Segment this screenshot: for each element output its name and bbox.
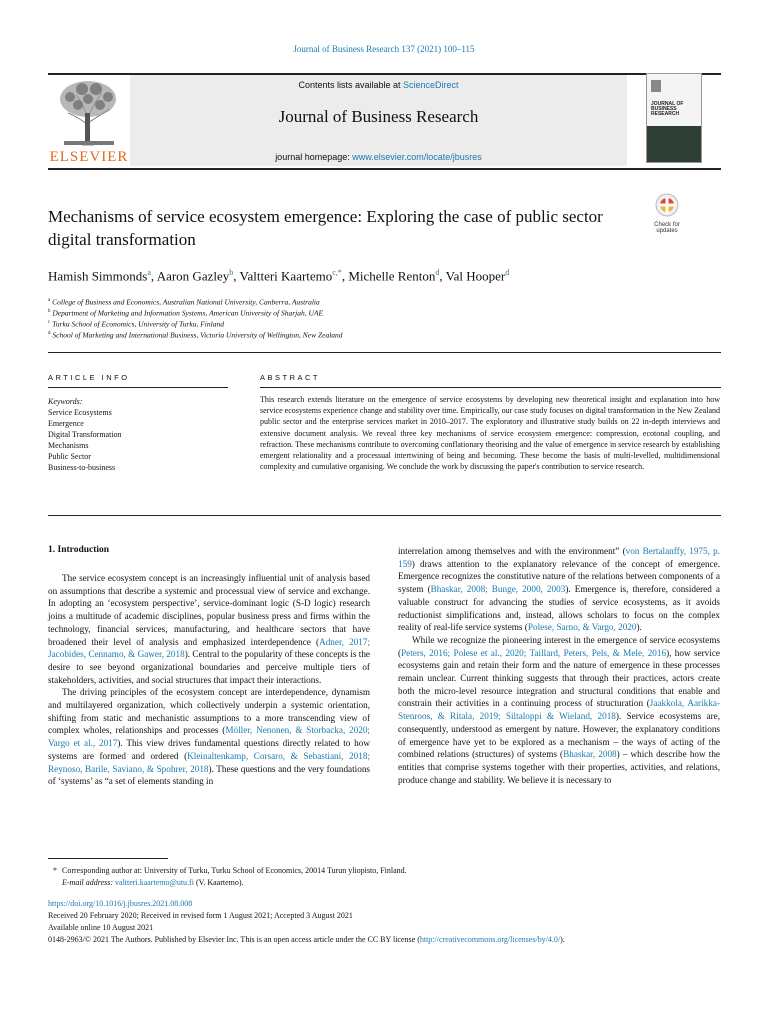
citation-link[interactable]: Adner, 2017; Jacobides, Cennamo, & Gawer, 2018 [48,636,370,660]
paragraph-text: ). These questions and the very foundations of ‘systems’ as “a set of elements standing in [48,763,370,787]
license-link[interactable]: http://creativecommons.org/licenses/by/4.0/ [419,935,561,944]
body-column-right [398,545,720,786]
article-title: Mechanisms of service ecosystem emergence: Exploring the case of public sector digital transformation [48,207,603,249]
author[interactable]: Hamish Simmonds [48,268,148,284]
elsevier-tree-icon [48,75,130,150]
abstract-heading: ABSTRACT [260,373,321,382]
header-rule [48,168,721,170]
homepage-prefix: journal homepage: [275,152,353,162]
homepage-line [130,152,627,162]
citation-link[interactable]: Bhaskar, 2008; Bunge, 2000, 2003 [430,584,566,595]
section-heading-introduction: 1. Introduction [48,545,110,555]
corresponding-text: Corresponding author at: University of Turku, Turku School of Economics, 20014 Turun yliopisto, Finland. [62,866,407,875]
citation-link[interactable]: Peters, 2016; Polese et al., 2020; Taillard, Peters, Pels, & Mele, 2016 [401,647,667,658]
affiliation-text: Department of Marketing and Information Systems, American University of Sharjah, UAE [52,308,324,318]
affiliation-text: College of Business and Economics, Australian National University, Canberra, Australia [52,297,320,307]
affiliation-mark: c [48,320,51,325]
citation-link[interactable]: Kleinaltenkamp, Corsaro, & Sebastiani, 2018; Reynoso, Barile, Saviano, & Spohrer, 2018 [48,750,370,774]
keywords-label: Keywords: [48,397,83,406]
copyright-suffix: ). [560,935,565,944]
keyword: Emergence [48,419,84,428]
affiliation [48,329,708,341]
affiliation-mark: a [48,298,51,303]
paragraph-text: The driving principles of the ecosystem concept are interdependence, dynamism and multilayered organization, which collectively underpin a systemic orientation, shifting from static and mechanistic assumptions to a more transcending view of complex wholes, relationships and processes ( [48,687,370,736]
paragraph-text: ). Service ecosystems are, consequently, understood as emergent by nature. However, the explanatory conditions of emergence have yet to be explored as a mechanism – the ways of acting of the combined relations (structures) of systems ( [398,711,721,760]
contents-line [130,80,627,90]
keyword: Business-to-business [48,463,116,472]
paragraph-text: While we recognize the pioneering interest in the emergence of service ecosystems ( [398,634,720,658]
author-affiliation-mark[interactable]: d [505,268,510,277]
check-for-updates-badge[interactable] [646,193,688,235]
keywords-block [48,396,228,473]
article-info-heading: ARTICLE INFO [48,373,130,382]
author[interactable]: Michelle Renton [348,268,436,284]
abstract-text: This research extends literature on the emergence of service ecosystems by developing new theoretical insight and explanation into how service ecosystems experience change and stability over time. Empirically, our case study focuses on digital transformation in the New Zealand public sector and the enterprise services market in 2010–2017. The exploratory and illustrative study builds on 22 in-depth interviews and extensive document analysis. We reveal three key mechanisms of service ecosystem emergence: compression, ecotonal coupling, and refraction. These mechanisms contribute to overcoming conflationary theorising and the value of emergence in service research by establishing emergent relationality and a processual intertwining of being and becoming. These become the basis of multi-levelled, multidimensional complexity and cumulative organising. We conclude the work by discussing the paper's contribution to service research. [260,395,720,472]
citation-link[interactable]: von Bertalanffy, 1975, p. 159 [398,546,720,569]
copyright-prefix: 0148-2963/© 2021 The Authors. Published by Elsevier Inc. This is an open access article under the CC BY license ( [48,935,420,944]
body-paragraph [48,686,370,788]
cover-graphic [647,126,702,163]
homepage-link[interactable]: www.elsevier.com/locate/jbusres [352,152,482,162]
contents-prefix: Contents lists available at [298,80,404,90]
affiliations-rule [48,352,721,353]
paragraph-text: ) – which describe how the entities that comprise systems together with their properties, activities, and relations, produce change and stability. We believe it is necessary to [398,749,720,785]
author-affiliation-mark[interactable]: d [435,268,440,277]
author-affiliation-mark[interactable]: b [229,268,234,277]
paragraph-text: ). [636,622,642,633]
article-info-rule [48,387,228,388]
citation-link[interactable]: Bhaskar, 2008 [563,749,617,760]
crossmark-icon [655,193,679,217]
affiliation-mark: b [48,309,51,314]
journal-cover-image [646,73,702,163]
affiliation [48,307,708,319]
running-head[interactable]: Journal of Business Research 137 (2021) 100–115 [293,44,475,54]
body-paragraph [398,634,720,786]
crossmark-line1: Check for [654,222,680,228]
author[interactable]: Aaron Gazley [156,268,230,284]
body-column-left [48,572,370,788]
paragraph-text: The service ecosystem concept is an increasingly influential unit of analysis based on assumptions that describe a systemic and processual view of service and exchange. In adopting an ‘ecosystem perspective’, service-dominant logic (S-D logic) research joins a multitude of academic disciplines, popular business press and firms within the technology, financial services, manufacturing, and healthcare sectors that have broadened their level of analysis and emphasized interdependence ( [48,573,370,647]
citation-link[interactable]: Polese, Sarno, & Vargo, 2020 [527,622,637,633]
email-label: E-mail address: [62,878,114,887]
email-note [48,877,728,888]
cover-title: JOURNAL OF BUSINESS RESEARCH [651,101,684,117]
paragraph-text: ). Central to the popularity of these concepts is the desire to see beyond organizational boundaries and perceive multiple tiers of stakeholders, activities, and social structures that impact their interactions. [48,649,370,685]
body-paragraph [398,545,720,634]
corresponding-author-note [48,865,728,876]
keyword: Public Sector [48,452,91,461]
abstract-rule [260,387,721,388]
abstract-bottom-rule [48,515,721,516]
affiliation-text: School of Marketing and International Business, Victoria University of Wellington, New Zealand [52,330,343,340]
affiliation-mark: d [48,331,51,336]
keyword: Mechanisms [48,441,89,450]
affiliation [48,296,708,308]
author[interactable]: Valtteri Kaartemo [239,268,333,284]
keyword: Service Ecosystems [48,408,112,417]
publisher-name: ELSEVIER [49,149,129,165]
citation-link[interactable]: Möller, Nenonen, & Storbacka, 2020; Vargo et al., 2017 [48,725,370,749]
author[interactable]: Val Hooper [445,268,506,284]
email-suffix: (V. Kaartemo). [195,878,244,887]
footnote-rule [48,858,168,859]
paragraph-text: ). This view drives fundamental questions directly related to how systems are formed and ordered ( [48,738,370,761]
available-online: Available online 10 August 2021 [48,923,154,932]
paragraph-text: ), how service ecosystems gain and retain their form and the nature of emergence in these processes remain unclear. Current thinking suggests that through their practices, actors create both the micro-level resource integration and structural conditions that enable and constrain their activities in a continuing process of structuration ( [398,647,720,709]
copyright-line [48,934,728,945]
asterisk-mark: * [53,866,57,875]
body-paragraph [48,572,370,686]
crossmark-line2: updates [656,228,678,234]
author-affiliation-mark[interactable]: a [147,268,151,277]
keyword: Digital Transformation [48,430,122,439]
doi-link[interactable]: https://doi.org/10.1016/j.jbusres.2021.08.008 [48,899,193,908]
cover-bar [651,80,661,92]
author-affiliation-mark[interactable]: c,* [332,268,342,277]
paragraph-text: ). Emergence is, therefore, considered a valuable construct for advancing the studies of service ecosystems, as it avoids reductionist simplifications and, instead, allows scholars to focus on the complex reality of real-life service systems ( [398,584,720,633]
email-link[interactable]: valtteri.kaartemo@utu.fi [115,878,194,887]
paragraph-text: interrelation among themselves and with the environment” ( [398,546,626,556]
citation-link[interactable]: Jaakkola, Aarikka-Stenroos, & Ritala, 2019; Siltaloppi & Wieland, 2018 [398,698,720,722]
author-list: Hamish Simmonds$^a$, Aaron Gazley$^b$, Valtteri Kaartemo$^{c,*}$, Michelle Renton$^d$, Val Hooper$^d$ [48,268,510,284]
affiliation-text: Turku School of Economics, University of Turku, Finland [52,319,224,329]
sciencedirect-link[interactable]: ScienceDirect [403,80,459,90]
received-dates: Received 20 February 2020; Received in revised form 1 August 2021; Accepted 3 August 2021 [48,911,353,920]
affiliation [48,318,708,330]
journal-title: Journal of Business Research [278,107,479,126]
paragraph-text: ) draws attention to the explanatory relevance of the concept of emergence. Emergence recognizes the constitutive nature of the relations between components of a system ( [398,558,720,595]
